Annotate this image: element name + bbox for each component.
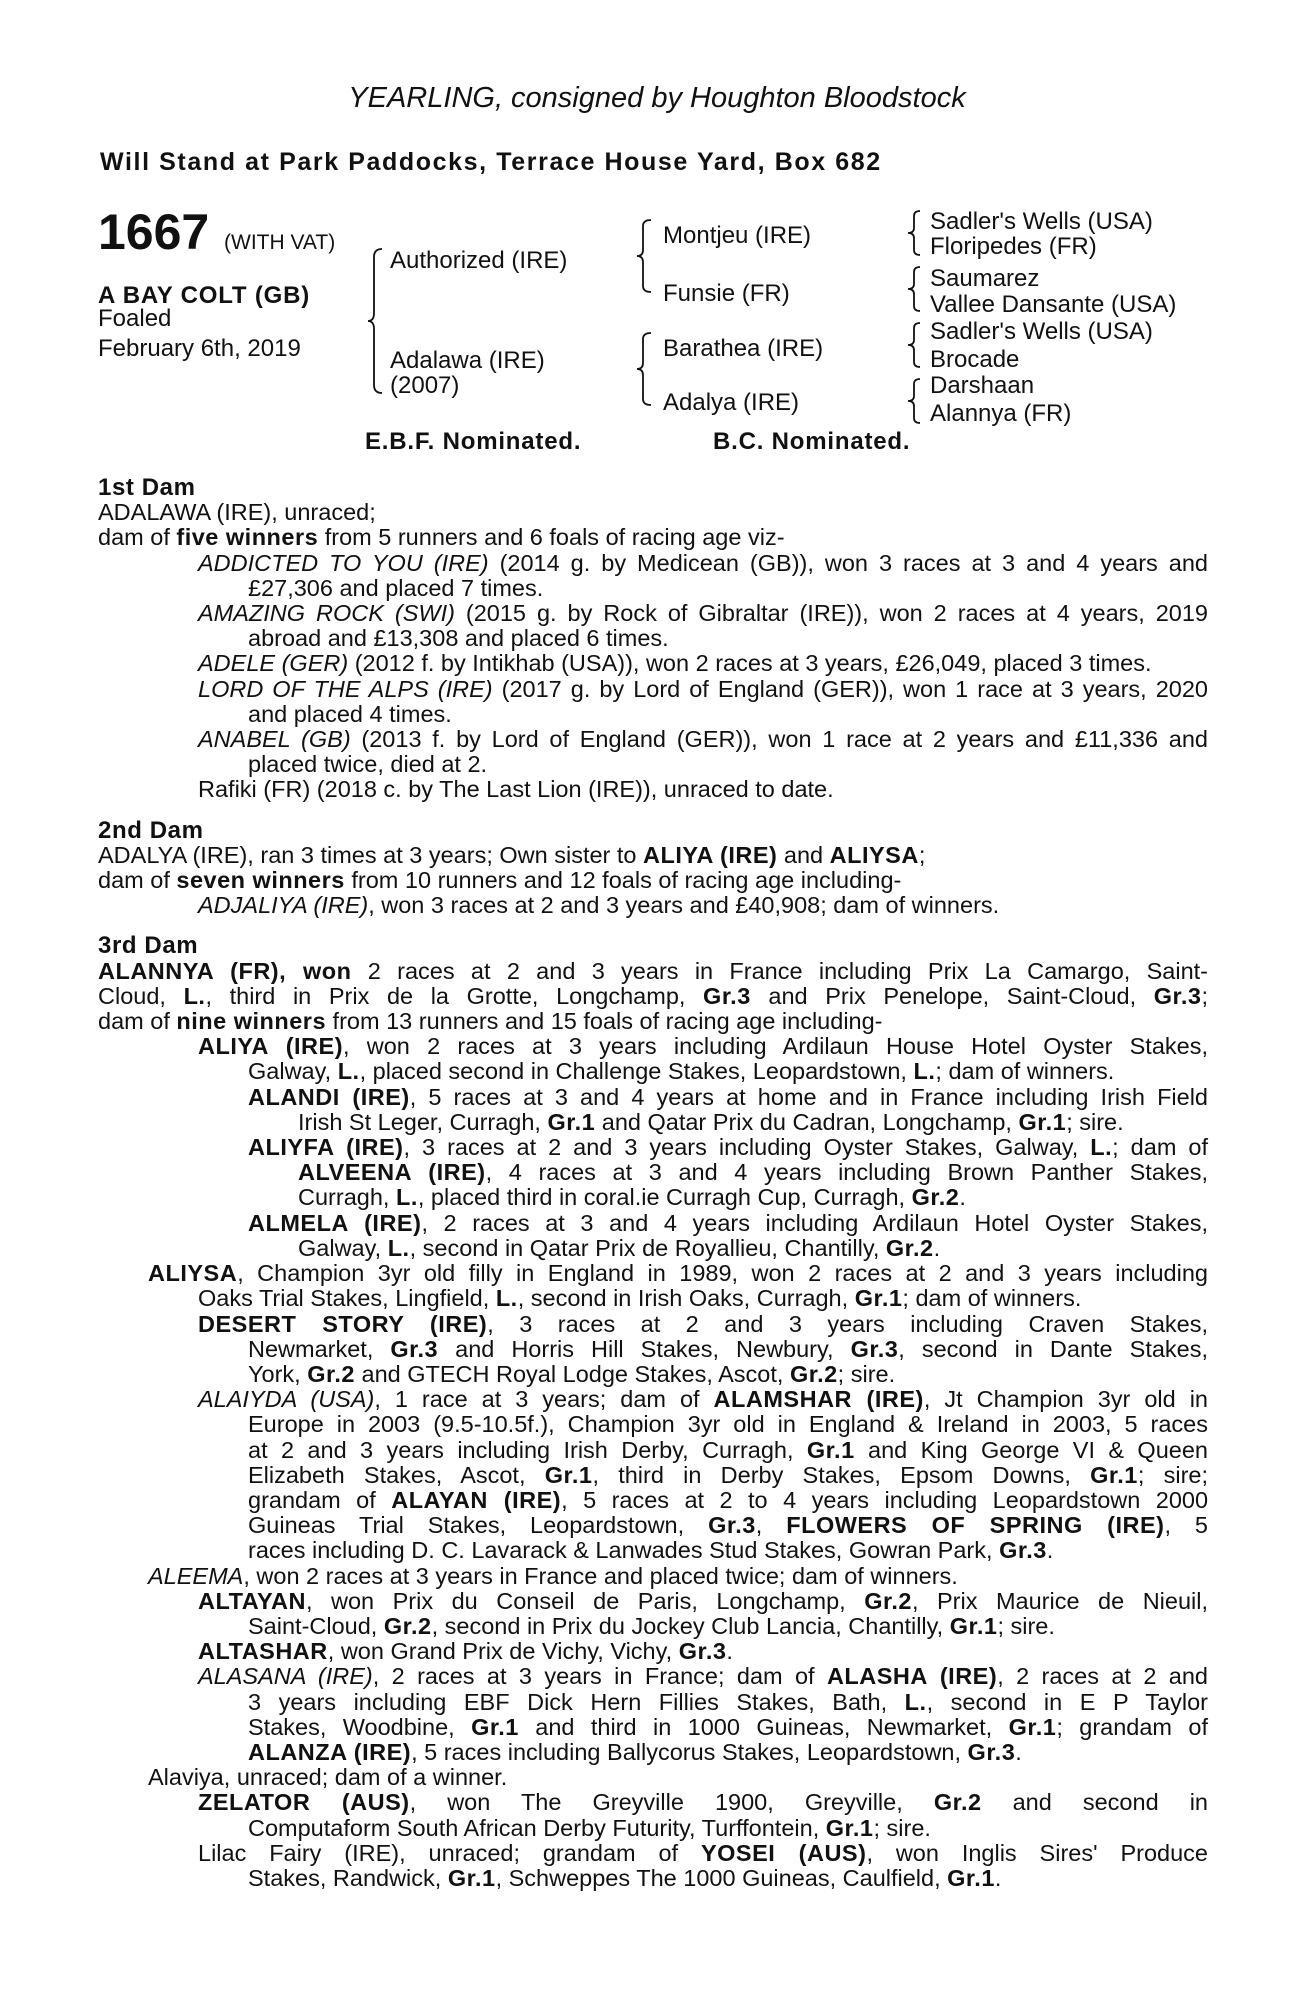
pedigree-bracket-dam (637, 331, 657, 407)
pedigree-bracket-sire (637, 218, 657, 294)
stand-location: Will Stand at Park Paddocks, Terrace House Yard, Box 682 (100, 148, 882, 176)
offspring-entry: ALIYA (IRE), won 2 races at 3 years including Ardilaun House Hotel Oyster Stakes, Galway, L., placed second in Challenge Stakes, Leopardstown, L.; dam of winners. (198, 1033, 1208, 1085)
offspring-entry: ANABEL (GB) (2013 f. by Lord of England (GER)), won 1 race at 2 years and £11,336 and placed twice, died at 2. (198, 726, 1208, 778)
offspring-entry: ALASANA (IRE), 2 races at 3 years in France; dam of ALASHA (IRE), 2 races at 2 and 3 years including EBF Dick Hern Fillies Stakes, Bath, L., second in E P Taylor Stakes, Woodbine, Gr.1 and third in 1000 Guineas, Newmarket, Gr.1; grandam of ALANZA (IRE), 5 races including Ballycorus Stakes, Leopardstown, Gr.3. (198, 1663, 1208, 1765)
foaled-date: February 6th, 2019 (98, 335, 301, 362)
offspring-entry: ADJALIYA (IRE), won 3 races at 2 and 3 years and £40,908; dam of winners. (198, 892, 1000, 919)
pedigree-g3-1: Sadler's Wells (USA) (930, 208, 1153, 235)
offspring-entry: ALANDI (IRE), 5 races at 3 and 4 years at home and in France including Irish Field Irish St Leger, Curragh, Gr.1 and Qatar Prix du Cadran, Longchamp, Gr.1; sire. (248, 1083, 1209, 1135)
offspring-entry: ZELATOR (AUS), won The Greyville 1900, Greyville, Gr.2 and second in Computaform South African Derby Futurity, Turffontein, Gr.1; sire. (198, 1789, 1208, 1841)
dam-name: Adalawa (IRE) (390, 347, 545, 374)
pedigree-bracket-g1 (908, 209, 924, 257)
catalogue-title: YEARLING, consigned by Houghton Bloodstock (348, 82, 966, 114)
pedigree-g3-7: Darshaan (930, 372, 1035, 399)
lot-number: 1667 (98, 204, 210, 260)
pedigree-bracket-g2 (908, 265, 924, 313)
pedigree-bracket-g4 (908, 377, 924, 425)
dam-sire-name: Barathea (IRE) (663, 335, 824, 362)
offspring-entry: DESERT STORY (IRE), 3 races at 2 and 3 years including Craven Stakes, Newmarket, Gr.3 and Horris Hill Stakes, Newbury, Gr.3, second in Dante Stakes, York, Gr.2 and GTECH Royal Lodge Stakes, Ascot, Gr.2; sire. (198, 1310, 1209, 1387)
pedigree-g3-3: Saumarez (930, 265, 1040, 292)
offspring-entry: ALAIYDA (USA), 1 race at 3 years; dam of ALAMSHAR (IRE), Jt Champion 3yr old in Europe in 2003 (9.5-10.5f.), Champion 3yr old in England & Ireland in 2003, 5 races at 2 and 3 years including Irish Derby, Curragh, Gr.1 and King George VI & Queen Elizabeth Stakes, Ascot, Gr.1, third in Derby Stakes, Epsom Downs, Gr.1; sire; grandam of ALAYAN (IRE), 5 races at 2 to 4 years including Leopardstown 2000 Guineas Trial Stakes, Leopardstown, Gr.3, FLOWERS OF SPRING (IRE), 5 races including D. C. Lavarack & Lanwades Stud Stakes, Gowran Park, Gr.3. (198, 1386, 1209, 1564)
bc-nominated: B.C. Nominated. (713, 428, 911, 455)
second-dam-heading: 2nd Dam (98, 816, 204, 844)
pedigree-g3-6: Brocade (930, 346, 1020, 373)
first-dam-produce-line: dam of five winners from 5 runners and 6 foals of racing age viz- (98, 524, 785, 551)
pedigree-g3-8: Alannya (FR) (930, 400, 1072, 427)
offspring-entry: Lilac Fairy (IRE), unraced; grandam of YOSEI (AUS), won Inglis Sires' Produce Stakes, Randwick, Gr.1, Schweppes The 1000 Guineas, Caulfield, Gr.1. (198, 1839, 1208, 1891)
offspring-entry: ALIYFA (IRE), 3 races at 2 and 3 years including Oyster Stakes, Galway, L.; dam of ALVEENA (IRE), 4 races at 3 and 4 years including Brown Panther Stakes, Curragh, L., placed third in coral.ie Curragh Cup, Curragh, Gr.2. (248, 1134, 1208, 1211)
pedigree-g3-2: Floripedes (FR) (930, 233, 1097, 260)
offspring-entry: ALTASHAR, won Grand Prix de Vichy, Vichy, Gr.3. (198, 1638, 733, 1665)
third-dam-produce-line: dam of nine winners from 13 runners and 15 foals of racing age including- (98, 1008, 883, 1035)
offspring-entry: ALTAYAN, won Prix du Conseil de Paris, Longchamp, Gr.2, Prix Maurice de Nieuil, Saint-Cloud, Gr.2, second in Prix du Jockey Club Lancia, Chantilly, Gr.1; sire. (198, 1587, 1209, 1639)
offspring-entry: Alaviya, unraced; dam of a winner. (148, 1764, 508, 1791)
dam-record (98, 475, 1208, 1891)
pedigree-g3-5: Sadler's Wells (USA) (930, 318, 1153, 345)
offspring-entry: ALEEMA, won 2 races at 3 years in France and placed twice; dam of winners. (148, 1562, 958, 1589)
sire-sire-name: Montjeu (IRE) (663, 222, 812, 249)
offspring-entry: AMAZING ROCK (SWI) (2015 g. by Rock of Gibraltar (IRE)), won 2 races at 4 years, 2019 abroad and £13,308 and placed 6 times. (198, 600, 1208, 652)
foaled-label: Foaled (98, 305, 172, 332)
first-dam-heading: 1st Dam (98, 474, 196, 501)
third-dam-heading: 3rd Dam (98, 932, 199, 960)
ebf-nominated: E.B.F. Nominated. (365, 428, 582, 455)
sire-name: Authorized (IRE) (390, 247, 568, 274)
pedigree-bracket-main (368, 247, 388, 397)
second-dam-produce-line: dam of seven winners from 10 runners and 12 foals of racing age including- (98, 867, 902, 894)
offspring-entry: ADELE (GER) (2012 f. by Intikhab (USA)), won 2 races at 3 years, £26,049, placed 3 times. (198, 650, 1152, 677)
dam-dam-name: Adalya (IRE) (663, 389, 800, 416)
pedigree-g3-4: Vallee Dansante (USA) (930, 291, 1177, 318)
offspring-entry: ALIYSA, Champion 3yr old filly in England in 1989, won 2 races at 2 and 3 years including Oaks Trial Stakes, Lingfield, L., second in Irish Oaks, Curragh, Gr.1; dam of winners. (148, 1260, 1208, 1312)
sire-dam-name: Funsie (FR) (663, 280, 790, 307)
offspring-entry: ALMELA (IRE), 2 races at 3 and 4 years including Ardilaun Hotel Oyster Stakes, Galway, L., second in Qatar Prix de Royallieu, Chantilly, Gr.2. (248, 1209, 1208, 1261)
first-dam-line: ADALAWA (IRE), unraced; (98, 499, 376, 526)
vat-note: (WITH VAT) (224, 231, 336, 254)
second-dam-line: ADALYA (IRE), ran 3 times at 3 years; Own sister to ALIYA (IRE) and ALIYSA; (98, 841, 926, 868)
offspring-entry: ADDICTED TO YOU (IRE) (2014 g. by Medicean (GB)), won 3 races at 3 and 4 years and £27,306 and placed 7 times. (198, 549, 1208, 601)
third-dam-entry: ALANNYA (FR), won 2 races at 2 and 3 years in France including Prix La Camargo, Saint- Cloud, L., third in Prix de la Grotte, Longchamp, Gr.3 and Prix Penelope, Saint-Cloud, Gr.3; (98, 957, 1208, 1009)
offspring-entry: Rafiki (FR) (2018 c. by The Last Lion (IRE)), unraced to date. (198, 776, 834, 803)
lot-description: A BAY COLT (GB) (98, 282, 311, 309)
dam-year: (2007) (390, 372, 460, 399)
offspring-entry: LORD OF THE ALPS (IRE) (2017 g. by Lord of England (GER)), won 1 race at 3 years, 2020 and placed 4 times. (198, 675, 1208, 727)
pedigree-bracket-g3 (908, 321, 924, 369)
